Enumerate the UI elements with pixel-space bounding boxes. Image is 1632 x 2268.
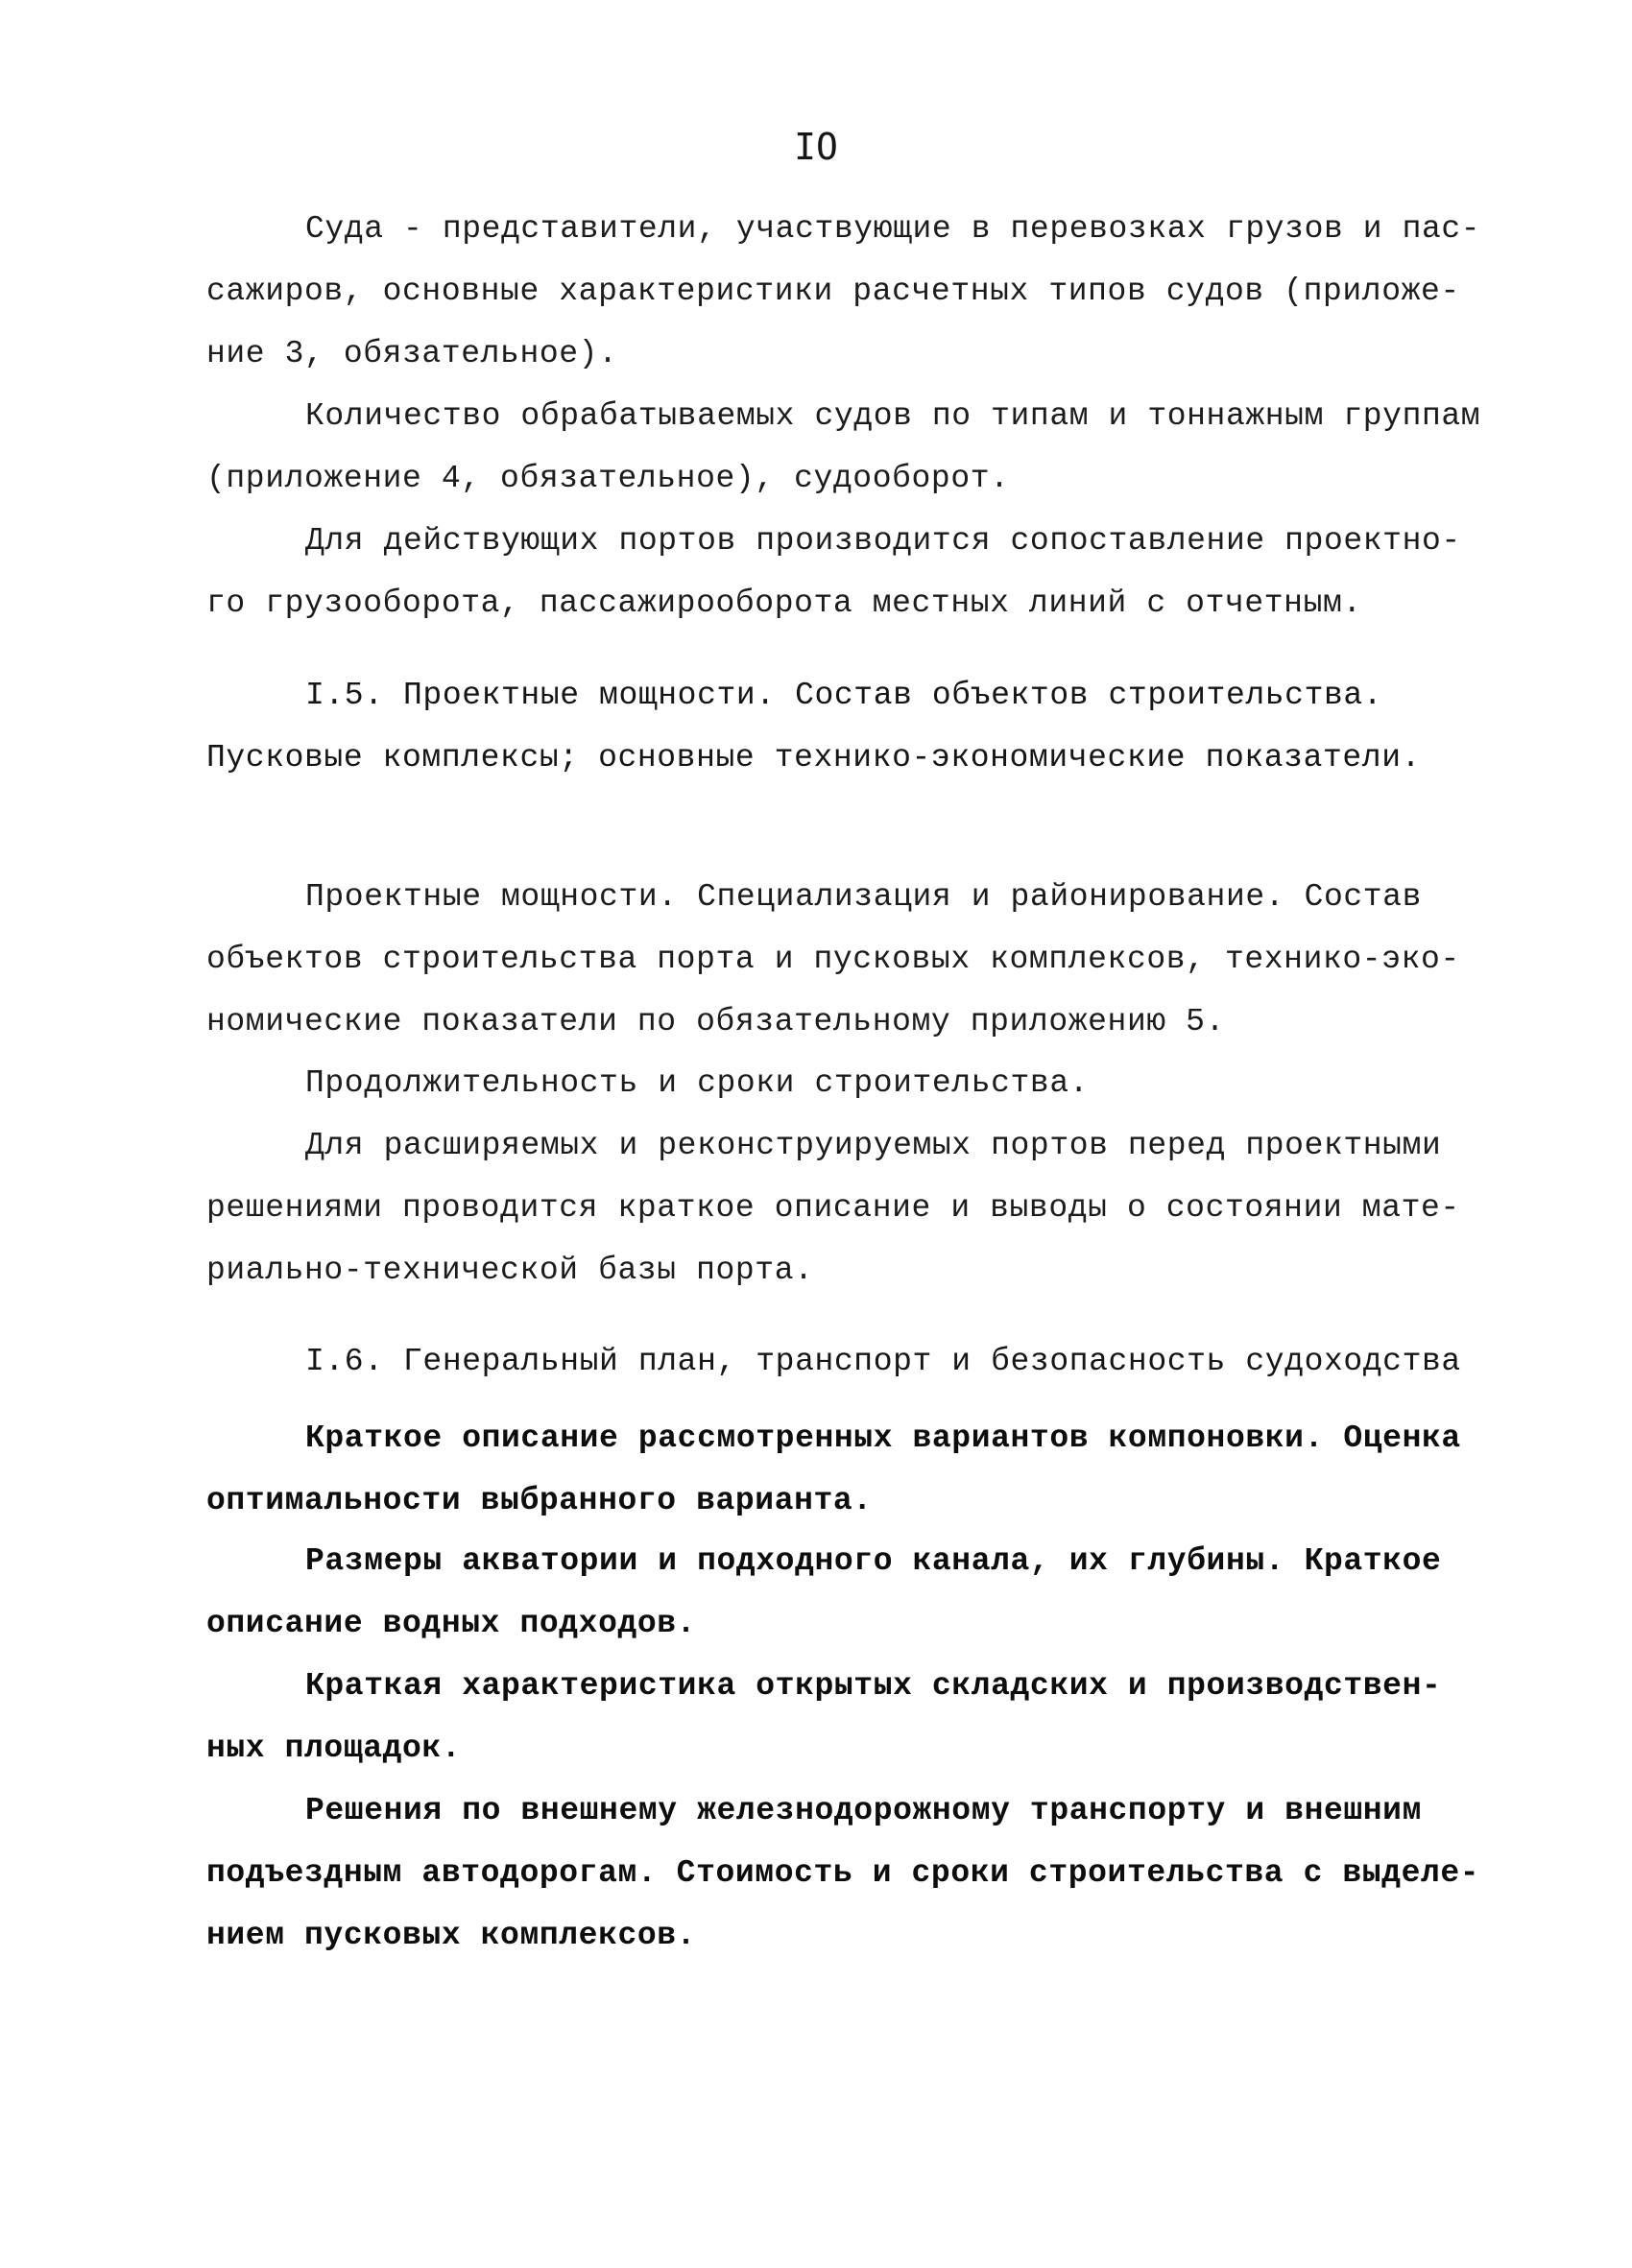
text-line: Краткое описание рассмотренных вариантов компоновки. Оценка [305, 1420, 1461, 1456]
text-line: (приложение 4, обязательное), судооборот. [206, 461, 1010, 496]
section-heading: I.6. Генеральный план, транспорт и безопасность судоходства [305, 1344, 1461, 1379]
text-line: описание водных подходов. [206, 1606, 697, 1641]
text-line: риально-технической базы порта. [206, 1253, 814, 1288]
text-line: оптимальности выбранного варианта. [206, 1483, 873, 1518]
text-line: объектов строительства порта и пусковых комплексов, технико-эко- [206, 942, 1460, 977]
text-line: Суда - представители, участвующие в перевозках грузов и пас- [305, 211, 1481, 247]
section-heading: I.5. Проектные мощности. Состав объектов строительства. [305, 678, 1383, 713]
text-line: нием пусковых комплексов. [206, 1918, 697, 1953]
text-line: подъездным автодорогам. Стоимость и сроки строительства с выделе- [206, 1855, 1480, 1891]
text-line: го грузооборота, пассажирооборота местных линий с отчетным. [206, 585, 1362, 621]
text-line: Для действующих портов производится сопоставление проектно- [305, 523, 1461, 559]
text-line: Проектные мощности. Специализация и районирование. Состав [305, 879, 1422, 915]
text-line: номические показатели по обязательному приложению 5. [206, 1004, 1225, 1039]
section-heading: Пусковые комплексы; основные технико-экономические показатели. [206, 740, 1421, 776]
text-line: Для расширяемых и реконструируемых портов перед проектными [305, 1128, 1442, 1163]
text-line: Количество обрабатываемых судов по типам и тоннажным группам [305, 398, 1481, 434]
text-line: ных площадок. [206, 1731, 462, 1766]
text-line: Краткая характеристика открытых складских и производствен- [305, 1668, 1442, 1704]
text-line: Решения по внешнему железнодорожному транспорту и внешним [305, 1793, 1422, 1828]
text-line: сажиров, основные характеристики расчетных типов судов (приложе- [206, 274, 1460, 309]
text-line: ние 3, обязательное). [206, 336, 618, 371]
text-line: Продолжительность и сроки строительства. [305, 1065, 1090, 1101]
text-line: решениями проводится краткое описание и выводы о состоянии мате- [206, 1190, 1460, 1226]
page-number: IO [794, 126, 838, 168]
text-line: Размеры акватории и подходного канала, их глубины. Краткое [305, 1543, 1442, 1579]
